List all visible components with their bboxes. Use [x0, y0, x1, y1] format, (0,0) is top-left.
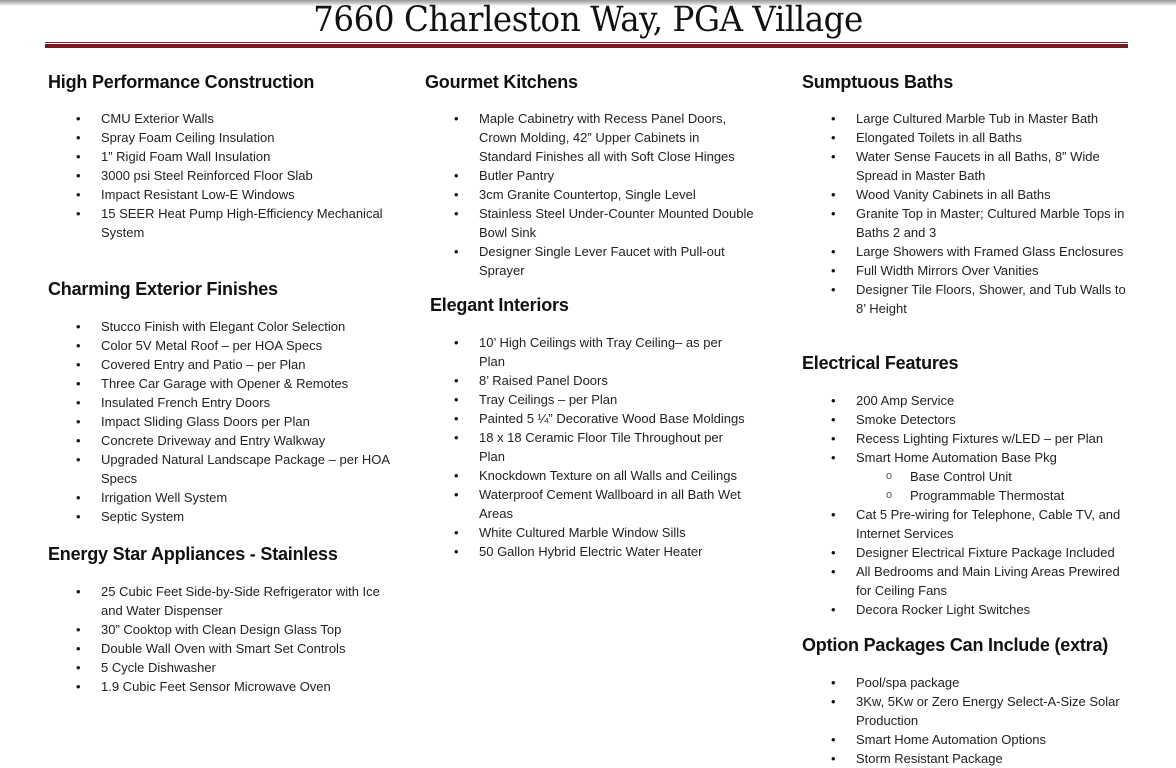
list-item-text: 5 Cycle Dishwasher — [101, 660, 216, 675]
list-item — [76, 185, 401, 204]
list-item-text: 18 x 18 Ceramic Floor Tile Throughout per Plan — [479, 430, 723, 464]
bullet-icon: • — [831, 751, 836, 766]
bullet-icon: • — [454, 187, 459, 202]
section-sumptuous-baths — [802, 71, 1176, 318]
section-elegant-interiors — [430, 294, 790, 561]
bullet-icon: • — [831, 732, 836, 747]
bullet-icon: • — [831, 149, 836, 164]
list-item — [831, 543, 1131, 562]
page-title: 7660 Charleston Way, PGA Village — [313, 0, 863, 40]
section-heading: Option Packages Can Include (extra) — [802, 635, 1109, 655]
bullet-icon: • — [831, 187, 836, 202]
sub-list-item-text: Base Control Unit — [910, 469, 1012, 484]
section-high-performance-construction — [48, 71, 408, 242]
bullet-icon: • — [76, 660, 81, 675]
list-item-text: Butler Pantry — [479, 168, 555, 183]
feature-list — [430, 333, 790, 561]
list-item — [454, 166, 754, 185]
list-item — [76, 488, 401, 507]
bullet-icon: • — [831, 393, 836, 408]
list-item — [831, 562, 1131, 600]
section-heading: Electrical Features — [802, 353, 959, 373]
bullet-icon: • — [831, 450, 836, 465]
list-item — [76, 204, 401, 242]
bullet-icon: • — [76, 338, 81, 353]
list-item — [76, 374, 401, 393]
bullet-icon: • — [454, 335, 459, 350]
list-item — [76, 109, 401, 128]
bullet-icon: • — [454, 111, 459, 126]
bullet-icon: • — [76, 452, 81, 467]
list-item — [454, 409, 749, 428]
list-item-text: Spray Foam Ceiling Insulation — [101, 130, 275, 145]
bullet-icon: • — [76, 376, 81, 391]
bullet-icon: • — [76, 679, 81, 694]
list-item — [76, 431, 401, 450]
bullet-icon: • — [76, 319, 81, 334]
list-item — [454, 185, 754, 204]
bullet-icon: • — [454, 373, 459, 388]
bullet-icon: • — [76, 414, 81, 429]
list-item-text: 30” Cooktop with Clean Design Glass Top — [101, 622, 342, 637]
feature-list — [48, 109, 408, 242]
list-item-text: 8’ Raised Panel Doors — [479, 373, 608, 388]
bullet-icon: • — [76, 187, 81, 202]
bullet-icon: • — [831, 545, 836, 560]
list-item-text: 15 SEER Heat Pump High-Efficiency Mechanical System — [101, 206, 383, 240]
bullet-icon: • — [831, 412, 836, 427]
bullet-icon: • — [76, 149, 81, 164]
list-item — [831, 242, 1131, 261]
bullet-icon: • — [76, 622, 81, 637]
title-divider — [45, 42, 1128, 48]
list-item-text: Designer Single Lever Faucet with Pull-out Sprayer — [479, 244, 725, 278]
list-item-text: Large Cultured Marble Tub in Master Bath — [856, 111, 1099, 126]
list-item — [831, 280, 1131, 318]
section-heading: High Performance Construction — [48, 72, 315, 92]
bullet-icon: • — [76, 490, 81, 505]
bullet-icon: • — [76, 206, 81, 221]
list-item-text: Insulated French Entry Doors — [101, 395, 271, 410]
list-item-text: Smart Home Automation Options — [856, 732, 1047, 747]
feature-list — [425, 109, 785, 280]
list-item — [831, 600, 1131, 619]
list-item-text: Impact Sliding Glass Doors per Plan — [101, 414, 310, 429]
list-item-text: Stainless Steel Under-Counter Mounted Double Bowl Sink — [479, 206, 754, 240]
list-item-text: 3cm Granite Countertop, Single Level — [479, 187, 696, 202]
list-item-text: 200 Amp Service — [856, 393, 955, 408]
list-item-text: Tray Ceilings – per Plan — [479, 392, 618, 407]
list-item-text: Smart Home Automation Base Pkg — [856, 450, 1057, 465]
list-item — [831, 128, 1131, 147]
list-item — [76, 507, 401, 526]
list-item-text: 50 Gallon Hybrid Electric Water Heater — [479, 544, 703, 559]
bullet-icon: • — [454, 206, 459, 221]
list-item-text: 3000 psi Steel Reinforced Floor Slab — [101, 168, 313, 183]
bullet-icon: • — [454, 168, 459, 183]
feature-list — [802, 391, 1176, 619]
list-item — [454, 523, 749, 542]
sub-list-item-text: Programmable Thermostat — [910, 488, 1065, 503]
list-item-text: Recess Lighting Fixtures w/LED – per Plan — [856, 431, 1104, 446]
list-item — [76, 128, 401, 147]
bullet-icon: • — [76, 433, 81, 448]
list-item — [831, 749, 1131, 768]
bullet-icon: • — [454, 544, 459, 559]
list-item — [831, 147, 1131, 185]
list-item-text: Double Wall Oven with Smart Set Controls — [101, 641, 346, 656]
section-electrical-features — [802, 352, 1176, 619]
sub-bullet-icon: o — [886, 470, 893, 482]
list-item — [76, 147, 401, 166]
section-gourmet-kitchens — [425, 71, 785, 280]
list-item-text: White Cultured Marble Window Sills — [479, 525, 686, 540]
bullet-icon: • — [831, 507, 836, 522]
sub-list-item — [886, 467, 1176, 486]
divider-thick-line — [45, 44, 1128, 48]
section-heading: Sumptuous Baths — [802, 72, 954, 92]
section-heading: Elegant Interiors — [430, 295, 569, 315]
feature-list — [802, 109, 1176, 318]
list-item-text: Granite Top in Master; Cultured Marble Tops in Baths 2 and 3 — [856, 206, 1125, 240]
bullet-icon: • — [454, 525, 459, 540]
list-item — [76, 166, 401, 185]
list-item — [831, 410, 1131, 429]
bullet-icon: • — [831, 431, 836, 446]
divider-thin-line — [45, 42, 1128, 43]
list-item-text: Designer Tile Floors, Shower, and Tub Walls to 8’ Height — [856, 282, 1126, 316]
list-item — [831, 261, 1131, 280]
list-item-text: Painted 5 ¼” Decorative Wood Base Moldings — [479, 411, 745, 426]
list-item-text: All Bedrooms and Main Living Areas Prewired for Ceiling Fans — [856, 564, 1120, 598]
bullet-icon: • — [76, 111, 81, 126]
bullet-icon: • — [454, 244, 459, 259]
list-item-text: Irrigation Well System — [101, 490, 228, 505]
feature-list — [48, 317, 408, 526]
list-item-text: 10’ High Ceilings with Tray Ceiling– as per Plan — [479, 335, 723, 369]
list-item — [831, 448, 1131, 467]
bullet-icon: • — [831, 564, 836, 579]
list-item-text: Large Showers with Framed Glass Enclosures — [856, 244, 1124, 259]
list-item — [454, 542, 749, 561]
list-item — [831, 391, 1131, 410]
list-item — [831, 692, 1131, 730]
list-item-text: Septic System — [101, 509, 185, 524]
section-heading: Charming Exterior Finishes — [48, 279, 278, 299]
bullet-icon: • — [76, 395, 81, 410]
bullet-icon: • — [831, 282, 836, 297]
bullet-icon: • — [831, 263, 836, 278]
bullet-icon: • — [454, 468, 459, 483]
list-item-text: CMU Exterior Walls — [101, 111, 214, 126]
list-item — [831, 730, 1131, 749]
list-item — [454, 204, 754, 242]
list-item — [454, 242, 754, 280]
list-item — [831, 204, 1131, 242]
list-item — [454, 466, 749, 485]
bullet-icon: • — [76, 130, 81, 145]
list-item-text: Designer Electrical Fixture Package Included — [856, 545, 1115, 560]
list-item — [76, 355, 401, 374]
list-item-text: Smoke Detectors — [856, 412, 956, 427]
list-item-text: Decora Rocker Light Switches — [856, 602, 1031, 617]
list-item-text: Maple Cabinetry with Recess Panel Doors, Crown Molding, 42” Upper Cabinets in Standard Finishes all with Soft Close Hinges — [479, 111, 735, 164]
list-item-text: Pool/spa package — [856, 675, 960, 690]
sub-list-item — [886, 486, 1176, 505]
bullet-icon: • — [831, 675, 836, 690]
list-item-text: Cat 5 Pre-wiring for Telephone, Cable TV, and Internet Services — [856, 507, 1121, 541]
list-item — [76, 412, 401, 431]
list-item — [454, 371, 749, 390]
list-item — [454, 428, 749, 466]
list-item — [76, 620, 401, 639]
list-item — [454, 390, 749, 409]
feature-list — [802, 673, 1176, 768]
bullet-icon: • — [76, 357, 81, 372]
list-item-text: Impact Resistant Low-E Windows — [101, 187, 295, 202]
bullet-icon: • — [76, 641, 81, 656]
list-item — [76, 317, 401, 336]
list-item-text: Covered Entry and Patio – per Plan — [101, 357, 306, 372]
list-item-text: 25 Cubic Feet Side-by-Side Refrigerator with Ice and Water Dispenser — [101, 584, 380, 618]
bullet-icon: • — [454, 392, 459, 407]
bullet-icon: • — [76, 509, 81, 524]
bullet-icon: • — [454, 487, 459, 502]
list-item-text: Knockdown Texture on all Walls and Ceilings — [479, 468, 737, 483]
list-item — [454, 485, 749, 523]
bullet-icon: • — [831, 206, 836, 221]
section-heading: Energy Star Appliances - Stainless — [48, 544, 338, 564]
bullet-icon: • — [454, 430, 459, 445]
list-item-text: 3Kw, 5Kw or Zero Energy Select-A-Size Solar Production — [856, 694, 1120, 728]
list-item — [76, 677, 401, 696]
section-charming-exterior-finishes — [48, 278, 408, 526]
list-item-text: Storm Resistant Package — [856, 751, 1003, 766]
list-item — [76, 450, 401, 488]
bullet-icon: • — [76, 584, 81, 599]
list-item — [76, 658, 401, 677]
list-item — [831, 185, 1131, 204]
list-item-text: Three Car Garage with Opener & Remotes — [101, 376, 349, 391]
list-item — [76, 582, 401, 620]
list-item-text: Full Width Mirrors Over Vanities — [856, 263, 1039, 278]
bullet-icon: • — [76, 168, 81, 183]
list-item-text: Elongated Toilets in all Baths — [856, 130, 1022, 145]
list-item — [454, 333, 749, 371]
list-item-text: Waterproof Cement Wallboard in all Bath Wet Areas — [479, 487, 741, 521]
section-option-packages — [802, 634, 1176, 768]
list-item-text: Upgraded Natural Landscape Package – per HOA Specs — [101, 452, 390, 486]
list-item-text: Concrete Driveway and Entry Walkway — [101, 433, 326, 448]
list-item-text: Stucco Finish with Elegant Color Selection — [101, 319, 346, 334]
list-item-text: 1” Rigid Foam Wall Insulation — [101, 149, 271, 164]
feature-list — [48, 582, 408, 696]
list-item — [831, 673, 1131, 692]
bullet-icon: • — [454, 411, 459, 426]
bullet-icon: • — [831, 602, 836, 617]
list-item — [76, 336, 401, 355]
list-item — [76, 639, 401, 658]
list-item — [831, 109, 1131, 128]
list-item — [831, 505, 1131, 543]
list-item-text: Wood Vanity Cabinets in all Baths — [856, 187, 1051, 202]
list-item-text: 1.9 Cubic Feet Sensor Microwave Oven — [101, 679, 331, 694]
bullet-icon: • — [831, 244, 836, 259]
list-item — [831, 429, 1131, 448]
list-item-text: Color 5V Metal Roof – per HOA Specs — [101, 338, 323, 353]
section-energy-star-appliances — [48, 543, 408, 696]
bullet-icon: • — [831, 130, 836, 145]
bullet-icon: • — [831, 694, 836, 709]
sub-bullet-icon: o — [886, 489, 893, 501]
list-item — [76, 393, 401, 412]
list-item-text: Water Sense Faucets in all Baths, 8” Wide Spread in Master Bath — [856, 149, 1100, 183]
section-heading: Gourmet Kitchens — [425, 72, 578, 92]
list-item — [454, 109, 754, 166]
bullet-icon: • — [831, 111, 836, 126]
